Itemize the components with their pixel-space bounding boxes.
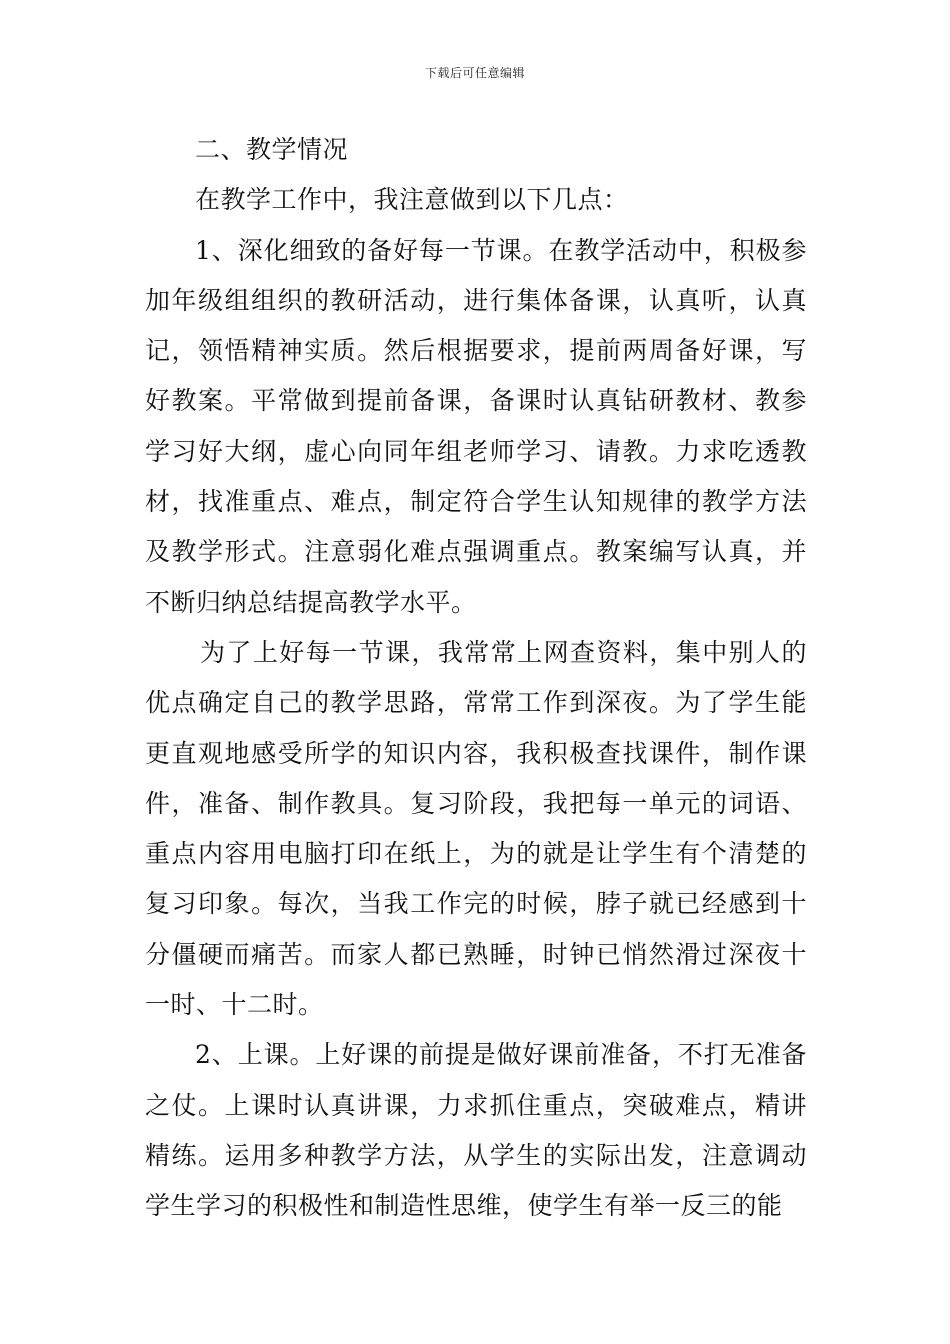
page-header: 下载后可任意编辑 (424, 66, 525, 80)
paragraph-1: 1、深化细致的备好每一节课。在教学活动中，积极参加年级组组织的教研活动，进行集体备课，认真听，认真记，领悟精神实质。然后根据要求，提前两周备好课，写好教案。平常做到提前备课，备课时认真钻研教材、教参学习好大纲，虚心向同年组老师学习、请教。力求吃透教材，找准重点、难点，制定符合学生认知规律的教学方法及教学形式。注意弱化难点强调重点。教案编写认真，并不断归纳总结提高教学水平。 (145, 235, 807, 617)
intro-paragraph: 在教学工作中，我注意做到以下几点： (195, 185, 629, 215)
section-heading: 二、教学情况 (195, 135, 349, 164)
paragraph-3: 2、上课。上好课的前提是做好课前准备，不打无准备之仗。上课时认真讲课，力求抓住重点，突破难点，精讲精练。运用多种教学方法，从学生的实际出发，注意调动学生学习的积极性和制造性思维，使学生有举一反三的能 (145, 1040, 807, 1221)
document-body (145, 125, 807, 1232)
paragraph-2: 为了上好每一节课，我常常上网查资料，集中别人的优点确定自己的教学思路，常常工作到深夜。为了学生能更直观地感受所学的知识内容，我积极查找课件，制作课件，准备、制作教具。复习阶段，我把每一单元的词语、重点内容用电脑打印在纸上，为的就是让学生有个清楚的复习印象。每次，当我工作完的时候，脖子就已经感到十分僵硬而痛苦。而家人都已熟睡，时钟已悄然滑过深夜十一时、十二时。 (145, 637, 807, 1020)
